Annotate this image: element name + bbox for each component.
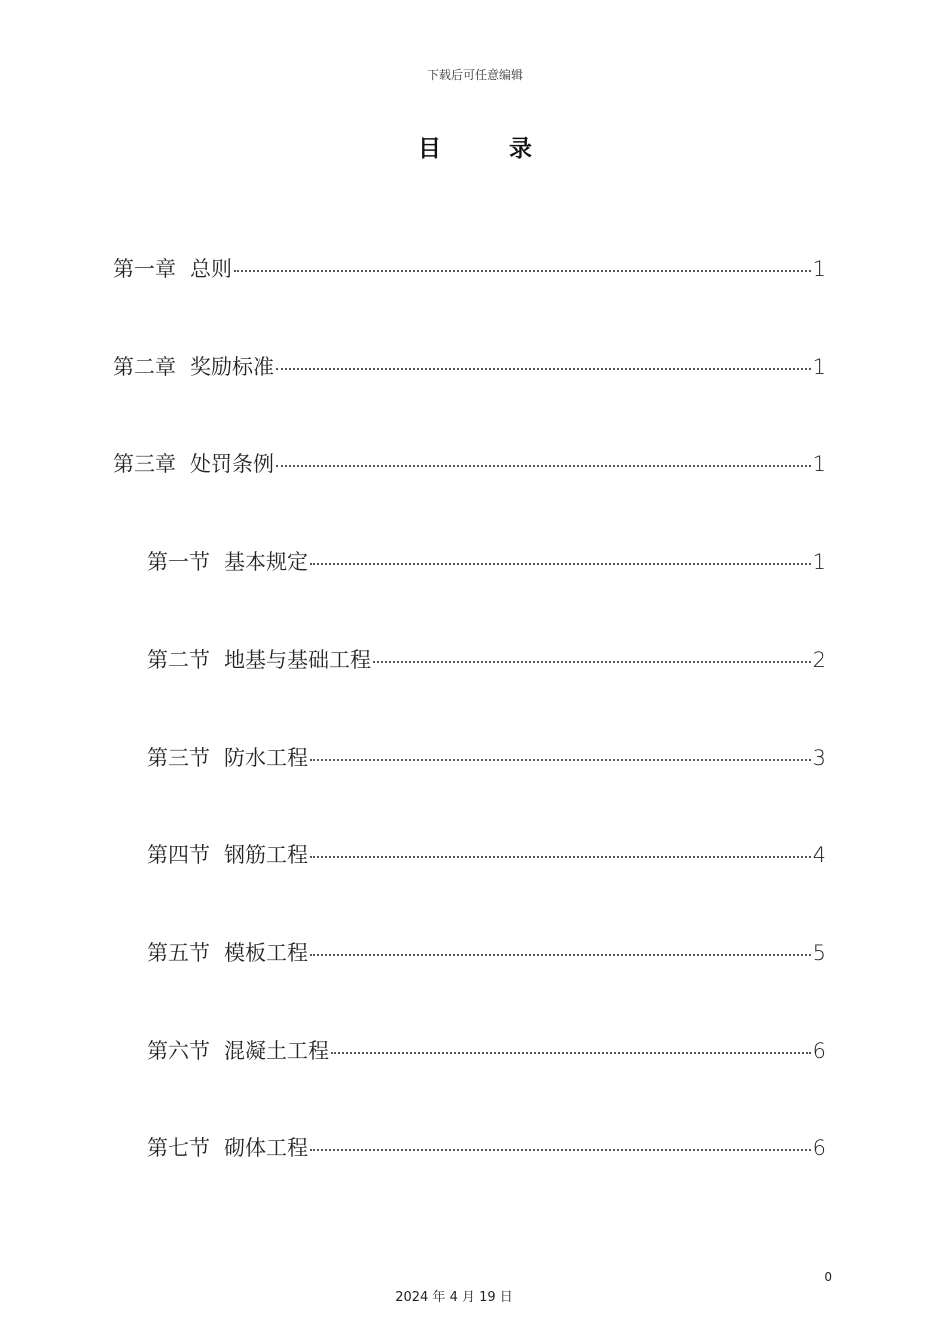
- dot-leader: [310, 856, 811, 858]
- toc-entry[interactable]: [113, 449, 826, 479]
- toc-entry[interactable]: [113, 254, 826, 284]
- page-number: 0: [824, 1270, 832, 1284]
- toc-entry[interactable]: [147, 547, 826, 577]
- toc-entry-number: 第一章: [113, 257, 176, 281]
- dot-leader: [234, 270, 811, 272]
- toc-entry-page: 5: [812, 941, 826, 965]
- toc-entry-page: 1: [812, 452, 826, 476]
- toc-entry[interactable]: [147, 1036, 826, 1066]
- toc-entry-label: 处罚条例: [190, 452, 274, 476]
- toc-entry-page: 1: [812, 550, 826, 574]
- dot-leader: [310, 563, 811, 565]
- dot-leader: [310, 759, 811, 761]
- toc-entry-number: 第二节: [147, 648, 210, 672]
- toc-entry-number: 第四节: [147, 843, 210, 867]
- toc-entry-label: 地基与基础工程: [224, 648, 371, 672]
- toc-entry-number: 第七节: [147, 1136, 210, 1160]
- footer-date: 2024 年 4 月 19 日: [395, 1290, 513, 1305]
- toc-entry-label: 钢筋工程: [224, 843, 308, 867]
- dot-leader: [276, 368, 811, 370]
- dot-leader: [310, 954, 811, 956]
- toc-entry-page: 1: [812, 257, 826, 281]
- toc-entry-number: 第五节: [147, 941, 210, 965]
- toc-entry-page: 1: [812, 355, 826, 379]
- toc-entry-page: 4: [812, 843, 826, 867]
- toc-entry-label: 混凝土工程: [224, 1039, 329, 1063]
- toc-entry-label: 总则: [190, 257, 232, 281]
- dot-leader: [310, 1149, 811, 1151]
- toc-entry[interactable]: [147, 1133, 826, 1163]
- toc-entry-label: 防水工程: [224, 746, 308, 770]
- toc-entry-number: 第一节: [147, 550, 210, 574]
- toc-entry-number: 第三节: [147, 746, 210, 770]
- toc-entry[interactable]: [147, 840, 826, 870]
- dot-leader: [276, 465, 811, 467]
- toc-entry-label: 奖励标准: [190, 355, 274, 379]
- toc-entry-page: 2: [812, 648, 826, 672]
- dot-leader: [331, 1052, 811, 1054]
- toc-entry-number: 第六节: [147, 1039, 210, 1063]
- toc-entry-page: 6: [812, 1136, 826, 1160]
- toc-entry-label: 砌体工程: [224, 1136, 308, 1160]
- page-header: 下载后可任意编辑: [426, 68, 523, 82]
- toc-entry[interactable]: [147, 645, 826, 675]
- toc-entry[interactable]: [113, 352, 826, 382]
- toc-entry-number: 第三章: [113, 452, 176, 476]
- toc-entry-page: 6: [812, 1039, 826, 1063]
- toc-entry-label: 模板工程: [224, 941, 308, 965]
- dot-leader: [373, 661, 811, 663]
- toc-entry[interactable]: [147, 743, 826, 773]
- toc-entry[interactable]: [147, 938, 826, 968]
- toc-entry-number: 第二章: [113, 355, 176, 379]
- toc-entry-page: 3: [812, 746, 826, 770]
- toc-entry-label: 基本规定: [224, 550, 308, 574]
- toc-title: 目 录: [417, 136, 562, 162]
